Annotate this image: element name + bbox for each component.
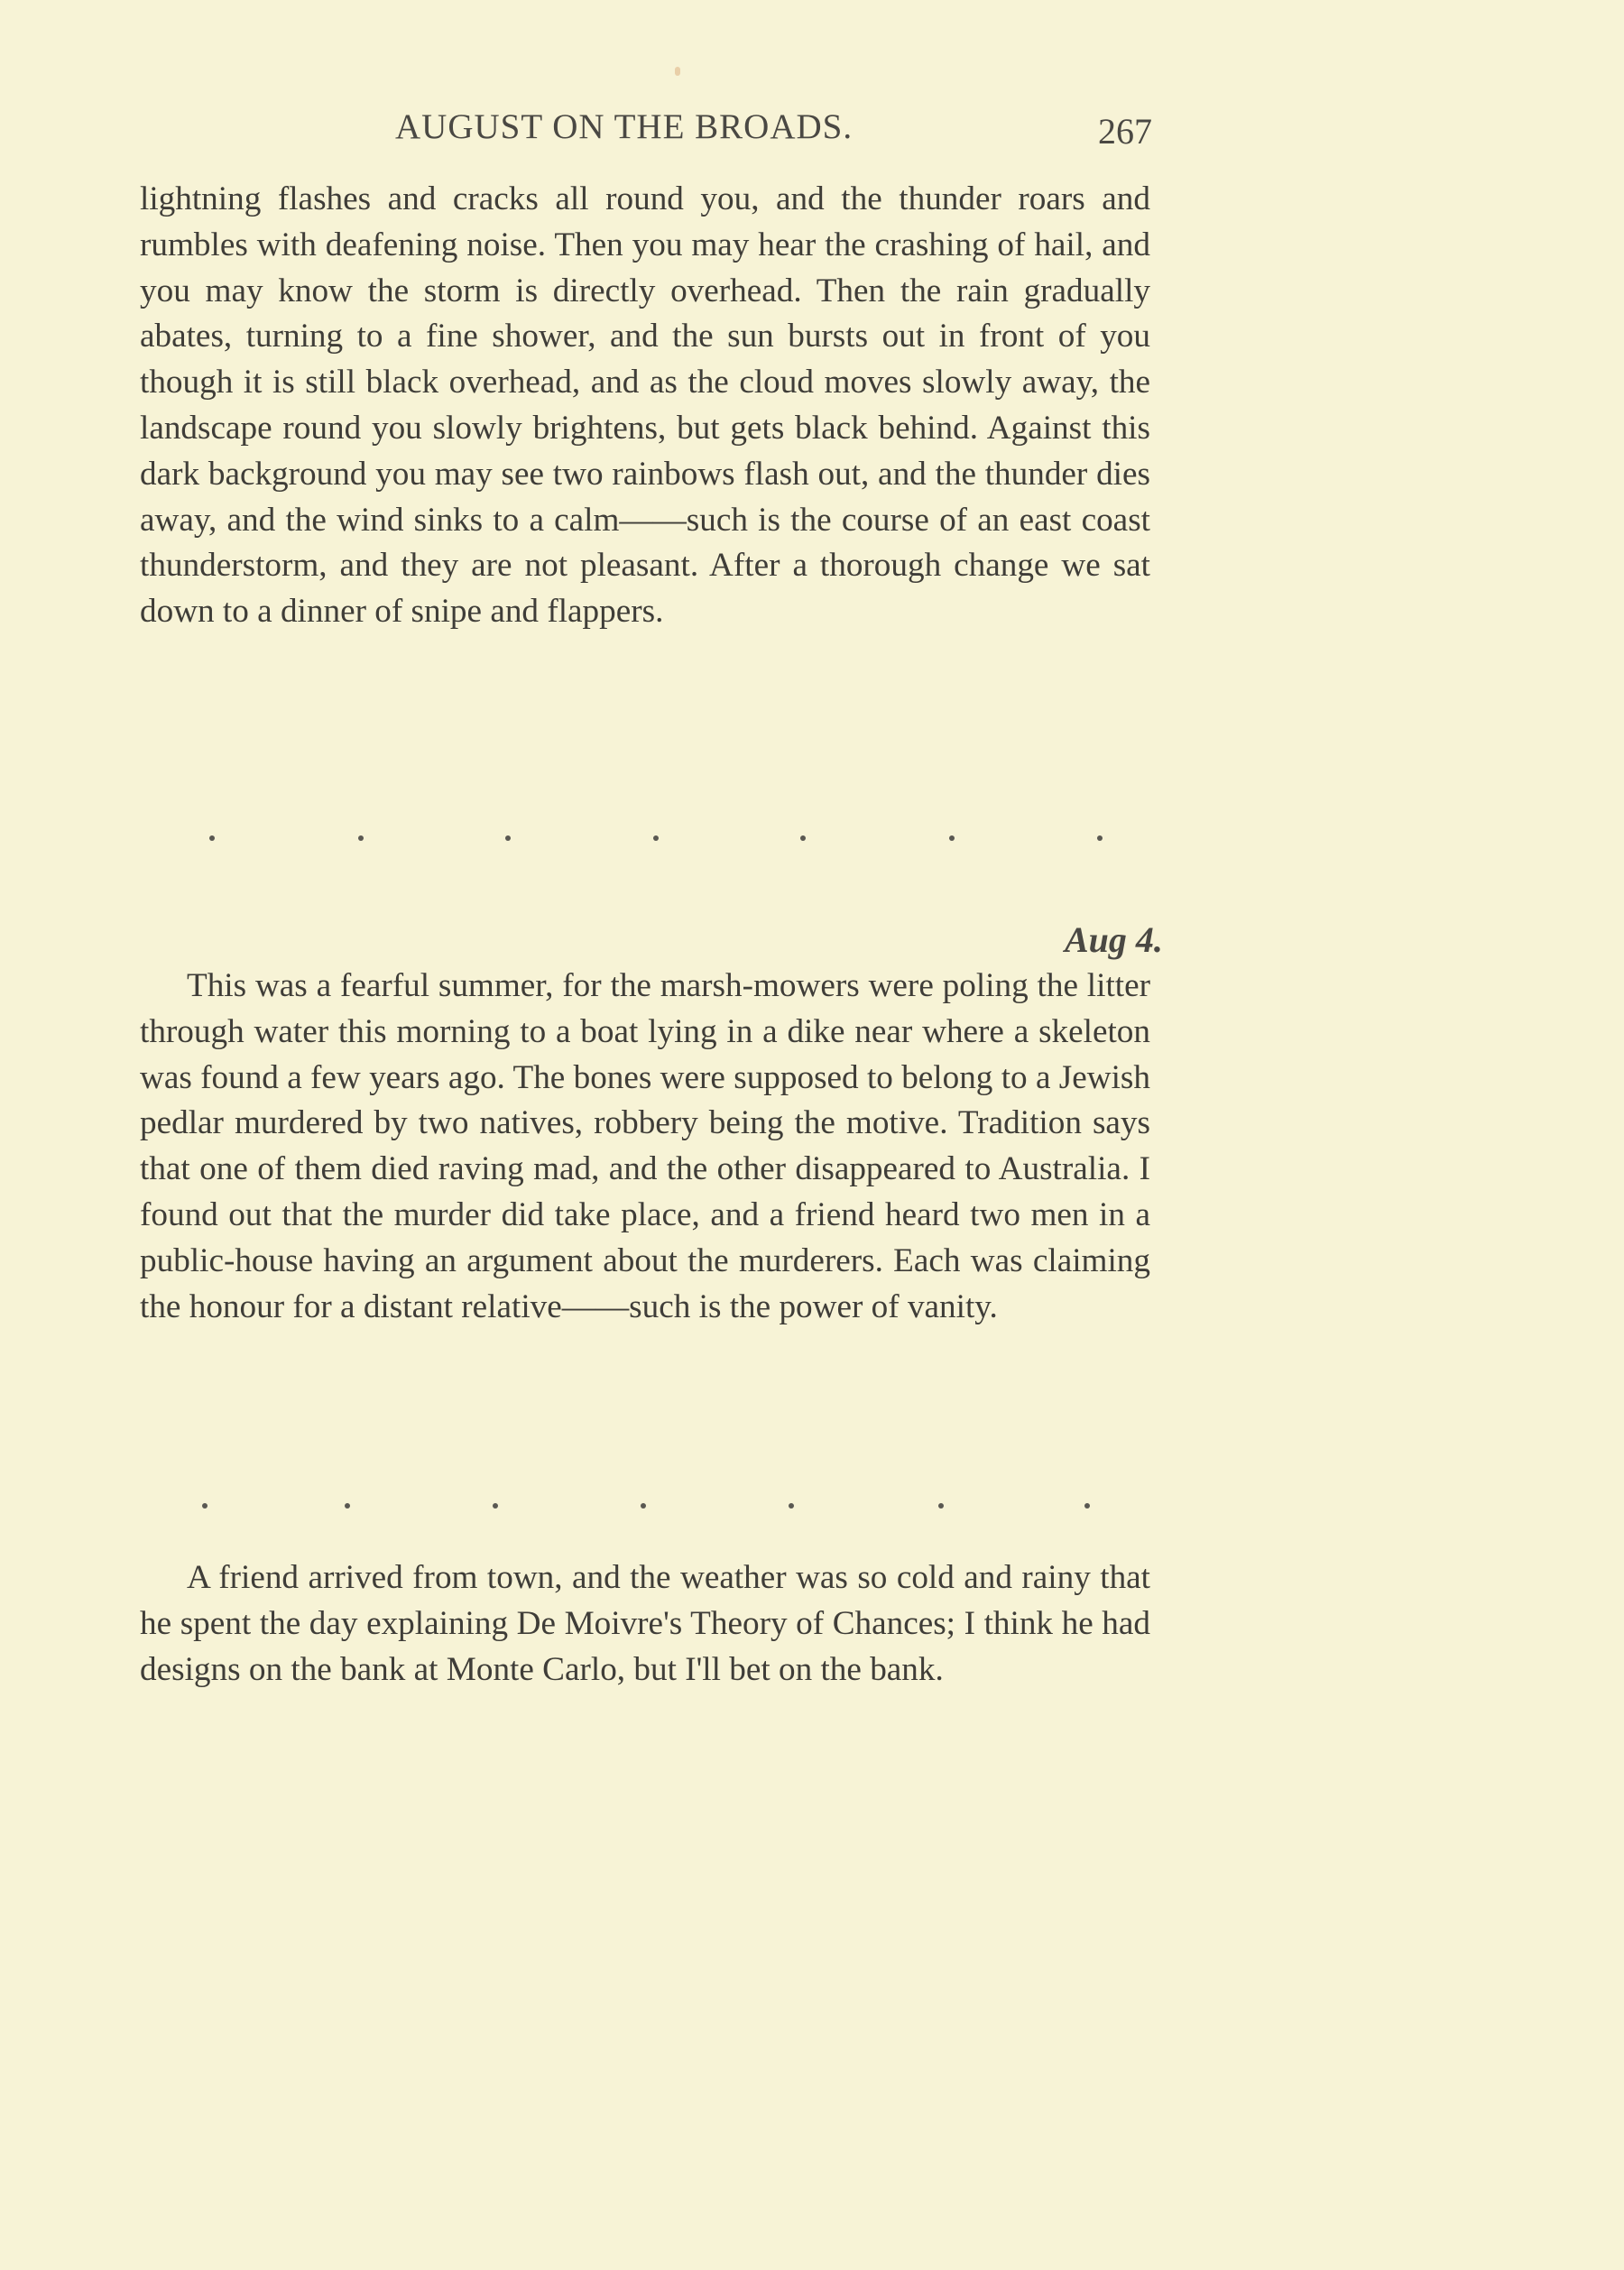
dot — [1084, 1503, 1090, 1509]
paragraph-text: A friend arrived from town, and the weather was so cold and rainy that he spent the day explaining De Moivre's Theory of Chances; I think he had designs on the bank at Monte Carlo, but I'll bet on the bank. — [140, 1559, 1150, 1688]
dot — [653, 835, 659, 841]
running-head: AUGUST ON THE BROADS. — [395, 107, 854, 146]
section-break-dots — [0, 835, 1624, 854]
paragraph-friend — [140, 1555, 1150, 1693]
paper-mark — [675, 67, 680, 76]
dot — [1097, 835, 1103, 841]
dot — [202, 1503, 208, 1509]
dot — [209, 835, 215, 841]
paragraph-text: lightning flashes and cracks all round you, and the thunder roars and rumbles with deafening noise. Then you may hear the crashing of hail, and you may know the storm is directly overhead. Then the rain gradually abates, turning to a fine shower, and the sun bursts out in front of you though it is still black overhead, and as the cloud moves slowly away, the landscape round you slowly brightens, but gets black behind. Against this dark background you may see two rainbows flash out, and the thunder dies away, and the wind sinks to a calm——such is the course of an east coast thunderstorm, and they are not pleasant. After a thorough change we sat down to a dinner of snipe and flappers. — [140, 180, 1150, 631]
page-header — [135, 106, 1173, 161]
dot — [938, 1503, 944, 1509]
dot — [800, 835, 806, 841]
dot — [641, 1503, 646, 1509]
page-number: 267 — [1098, 111, 1152, 152]
dot — [789, 1503, 794, 1509]
dot — [505, 835, 511, 841]
dot — [493, 1503, 498, 1509]
paragraph-thunderstorm — [140, 177, 1150, 635]
section-break-dots — [0, 1503, 1624, 1521]
dot — [358, 835, 364, 841]
dot — [949, 835, 955, 841]
dot — [345, 1503, 350, 1509]
paragraph-summer — [140, 964, 1150, 1330]
paragraph-text: This was a fearful summer, for the marsh-mowers were poling the litter through water this morning to a boat lying in a dike near where a skeleton was found a few years ago. The bones were supposed to belong to a Jewish pedlar murdered by two natives, robbery being the motive. Tradition says that one of them died raving mad, and the other disappeared to Australia. I found out that the murder did take place, and a friend heard two men in a public-house having an argument about the murderers. Each was claiming the honour for a distant relative——such is the power of vanity. — [140, 967, 1150, 1325]
entry-date: Aug 4. — [1065, 919, 1163, 960]
